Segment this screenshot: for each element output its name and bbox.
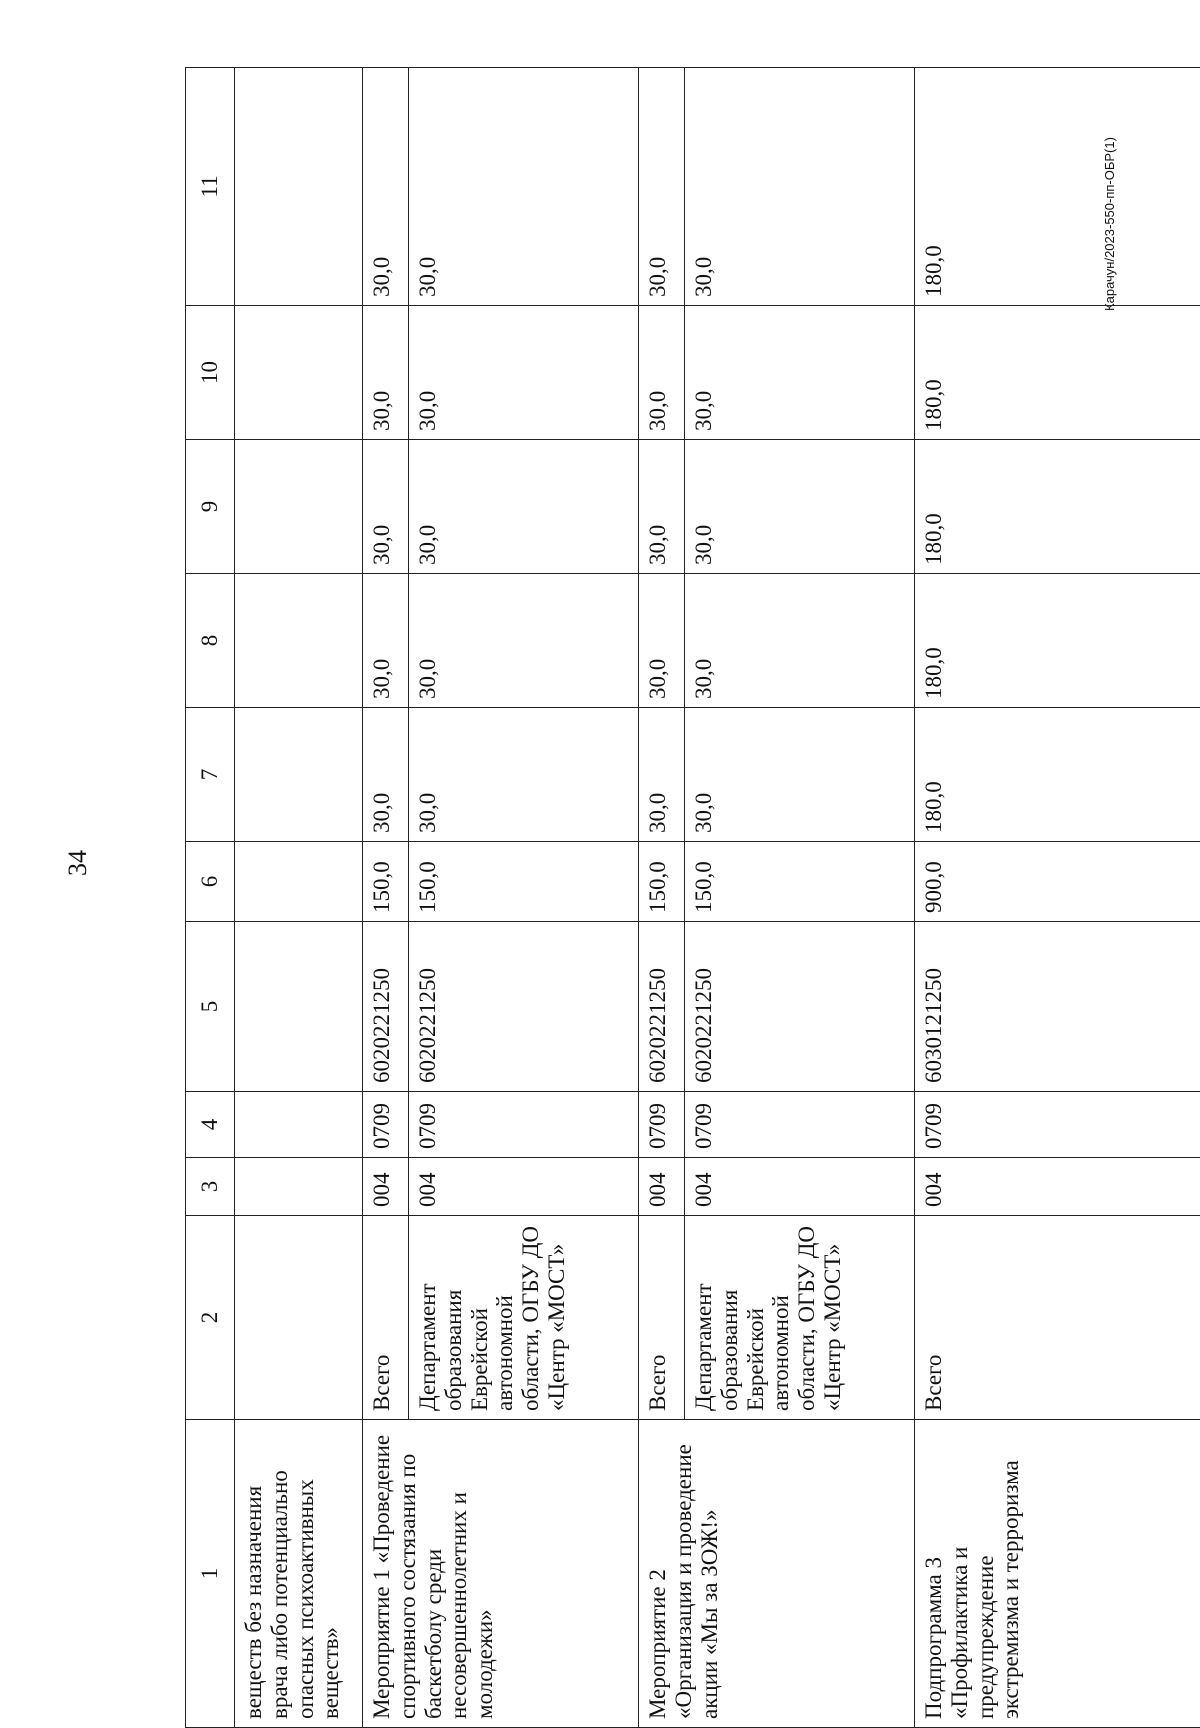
value-cell: 30,0: [409, 708, 639, 842]
empty-cell: [235, 68, 363, 306]
header-cell: 3: [186, 1158, 235, 1216]
continuation-cell: веществ без назначения врача либо потенциально опасных психоактивных веществ»: [235, 1420, 363, 1728]
value-cell: 180,0: [915, 68, 1200, 306]
empty-cell: [235, 922, 363, 1092]
empty-cell: [235, 1216, 363, 1420]
value-cell: 30,0: [409, 574, 639, 708]
value-cell: 30,0: [685, 306, 915, 440]
value-cell: 30,0: [363, 306, 409, 440]
executor-cell: Департамент образования Еврейской автономной области, ОГБУ ДО «Центр «МОСТ»: [685, 1216, 915, 1420]
total-label-cell: Всего: [363, 1216, 409, 1420]
subprogram-name-cell: Подпрограмма 3 «Профилактика и предупреждение экстремизма и терроризма: [915, 1420, 1200, 1728]
empty-cell: [235, 574, 363, 708]
value-cell: 30,0: [639, 68, 685, 306]
header-row: [186, 68, 235, 1728]
header-cell: 11: [186, 68, 235, 306]
empty-cell: [235, 842, 363, 922]
executor-cell: Департамент образования Еврейской автономной области, ОГБУ ДО «Центр «МОСТ»: [409, 1216, 639, 1420]
value-cell: 30,0: [639, 708, 685, 842]
header-cell: 7: [186, 708, 235, 842]
document-code: Карачун/2023-550-пп-ОБР(1): [1101, 74, 1119, 374]
value-cell: 30,0: [363, 68, 409, 306]
value-cell: 30,0: [363, 440, 409, 574]
value-cell: 0709: [363, 1092, 409, 1158]
value-cell: 004: [409, 1158, 639, 1216]
header-cell: 2: [186, 1216, 235, 1420]
value-cell: 004: [639, 1158, 685, 1216]
value-cell: 30,0: [639, 440, 685, 574]
header-cell: 9: [186, 440, 235, 574]
value-cell: 150,0: [409, 842, 639, 922]
value-cell: 0709: [639, 1092, 685, 1158]
value-cell: 004: [363, 1158, 409, 1216]
table-row: [915, 68, 1200, 1728]
value-cell: 30,0: [639, 306, 685, 440]
table-row: [639, 68, 685, 1728]
value-cell: 6020221250: [409, 922, 639, 1092]
value-cell: 180,0: [915, 306, 1200, 440]
table-row: [235, 68, 363, 1728]
page-number: 34: [63, 833, 93, 893]
header-cell: 6: [186, 842, 235, 922]
value-cell: 150,0: [639, 842, 685, 922]
value-cell: 004: [915, 1158, 1200, 1216]
header-cell: 5: [186, 922, 235, 1092]
value-cell: 0709: [915, 1092, 1200, 1158]
value-cell: 6020221250: [363, 922, 409, 1092]
value-cell: 180,0: [915, 574, 1200, 708]
measure-name-cell: Мероприятие 1 «Проведение спортивного состязания по баскетболу среди несовершеннолетних и молодежи»: [363, 1420, 639, 1728]
value-cell: 180,0: [915, 440, 1200, 574]
value-cell: 30,0: [685, 68, 915, 306]
header-cell: 10: [186, 306, 235, 440]
empty-cell: [235, 1092, 363, 1158]
value-cell: 900,0: [915, 842, 1200, 922]
value-cell: 30,0: [685, 574, 915, 708]
value-cell: 150,0: [363, 842, 409, 922]
empty-cell: [235, 440, 363, 574]
total-label-cell: Всего: [639, 1216, 685, 1420]
value-cell: 6030121250: [915, 922, 1200, 1092]
value-cell: 180,0: [915, 708, 1200, 842]
value-cell: 30,0: [409, 306, 639, 440]
value-cell: 30,0: [409, 440, 639, 574]
value-cell: 150,0: [685, 842, 915, 922]
header-cell: 4: [186, 1092, 235, 1158]
header-cell: 1: [186, 1420, 235, 1728]
budget-table: [185, 67, 1200, 1728]
empty-cell: [235, 306, 363, 440]
table-container: [185, 68, 1200, 1728]
value-cell: 30,0: [363, 708, 409, 842]
value-cell: 0709: [409, 1092, 639, 1158]
header-cell: 8: [186, 574, 235, 708]
total-label-cell: Всего: [915, 1216, 1200, 1420]
empty-cell: [235, 708, 363, 842]
table-row: [363, 68, 409, 1728]
value-cell: 6020221250: [685, 922, 915, 1092]
rotated-table-wrapper: [185, 68, 1200, 1728]
measure-name-cell: Мероприятие 2 «Организация и проведение акции «Мы за ЗОЖ!»: [639, 1420, 915, 1728]
value-cell: 0709: [685, 1092, 915, 1158]
value-cell: 30,0: [685, 440, 915, 574]
empty-cell: [235, 1158, 363, 1216]
value-cell: 30,0: [685, 708, 915, 842]
value-cell: 30,0: [409, 68, 639, 306]
value-cell: 30,0: [639, 574, 685, 708]
value-cell: 30,0: [363, 574, 409, 708]
value-cell: 6020221250: [639, 922, 685, 1092]
value-cell: 004: [685, 1158, 915, 1216]
